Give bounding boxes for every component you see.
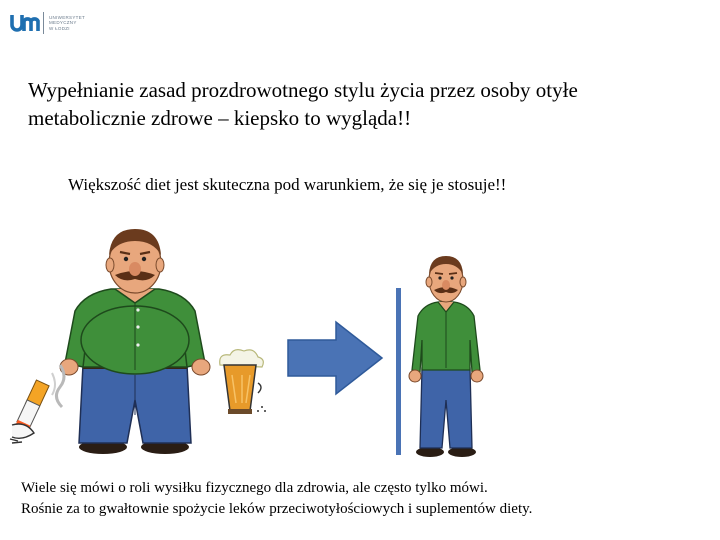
beer-mug-icon xyxy=(210,345,272,420)
arrow-right-icon xyxy=(286,318,384,398)
logo-text xyxy=(49,15,85,32)
slide-subtitle: Większość diet jest skuteczna pod warunkiem, że się je stosuje!! xyxy=(68,175,507,194)
logo-separator xyxy=(43,12,44,34)
logo-line-3: W ŁODZI xyxy=(49,25,70,31)
um-logo-icon xyxy=(10,12,40,34)
vertical-divider xyxy=(396,288,401,455)
slim-man-illustration xyxy=(404,250,488,460)
footer-line-2: Rośnie za to gwałtownie spożycie leków przeciwotyłościowych i suplementów diety. xyxy=(21,501,533,517)
cigarette-icon xyxy=(8,345,70,445)
university-logo xyxy=(10,12,85,34)
logo-line-2: MEDYCZNY xyxy=(49,20,77,26)
logo-line-1: UNIWERSYTET xyxy=(49,14,86,20)
slide-footer xyxy=(21,478,532,520)
footer-line-1: Wiele się mówi o roli wysiłku fizycznego dla zdrowia, ale często tylko mówi. xyxy=(21,480,488,496)
obese-man-illustration xyxy=(55,215,215,455)
slide-title: Wypełnianie zasad prozdrowotnego stylu życia przez osoby otyłe metabolicznie zdrowe – kiepsko to wygląda!! xyxy=(28,78,578,130)
